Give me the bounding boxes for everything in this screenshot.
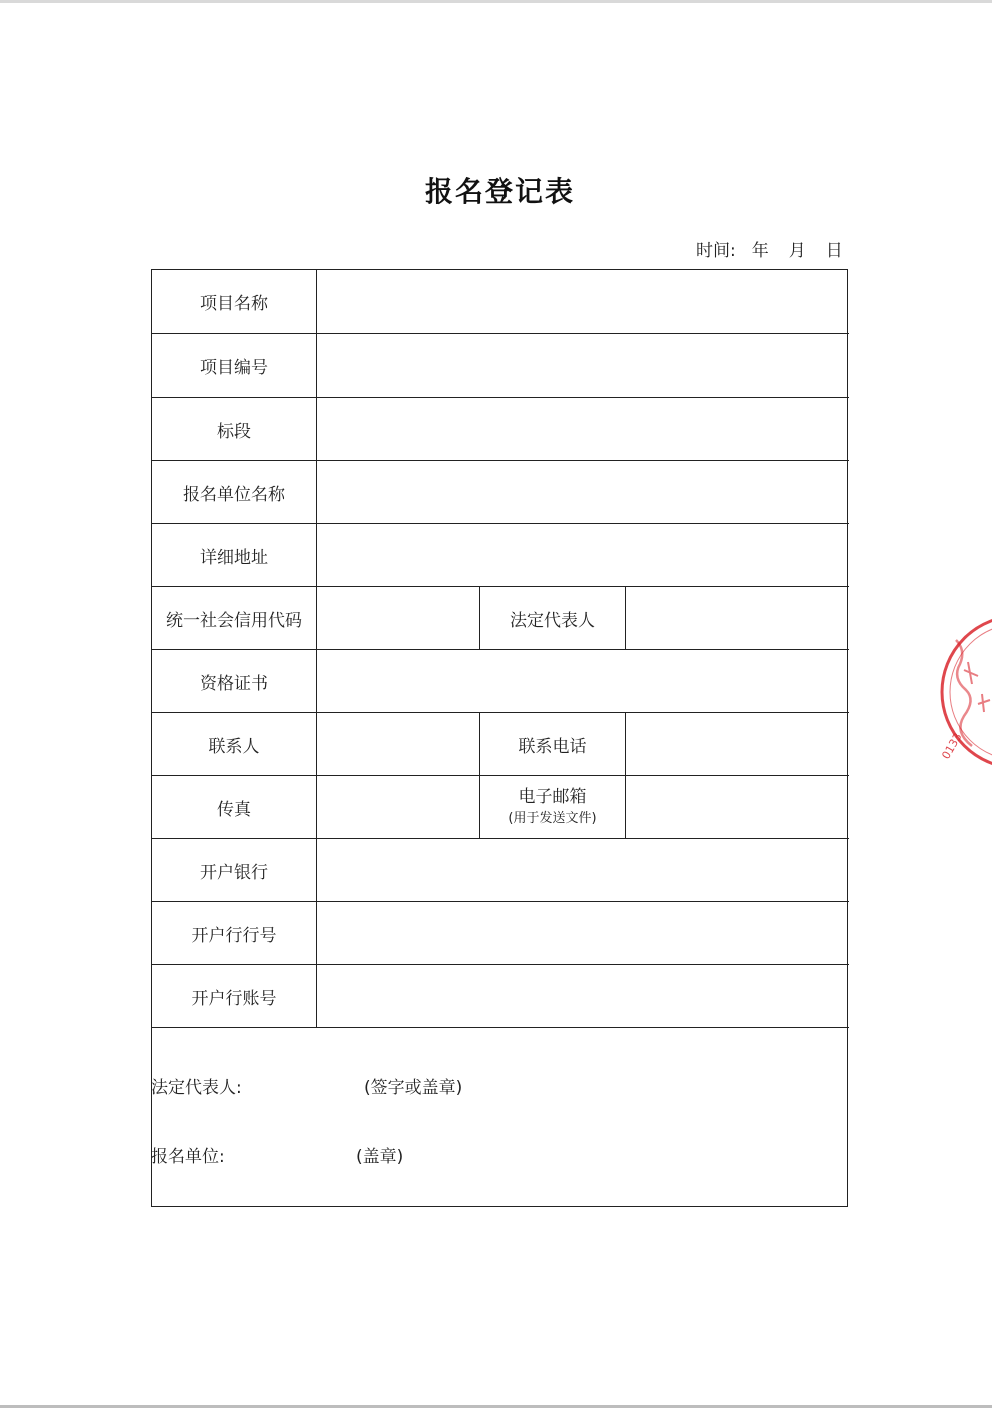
- project-name-label: 项目名称: [200, 294, 268, 314]
- signature-legal-rep-label: 法定代表人:: [151, 1078, 242, 1098]
- seal-graphic: [938, 600, 992, 780]
- address-field[interactable]: [317, 524, 848, 586]
- qualification-label: 资格证书: [200, 673, 268, 694]
- project-name-field[interactable]: [317, 270, 848, 333]
- email-label-cell: [480, 776, 625, 838]
- phone-label: 联系电话: [518, 736, 587, 757]
- date-line: [696, 236, 843, 261]
- date-year: 年: [751, 241, 769, 261]
- qualification-field[interactable]: [317, 650, 848, 712]
- address-label: 详细地址: [200, 547, 268, 568]
- phone-field[interactable]: [626, 713, 848, 775]
- credit-code-label: 统一社会信用代码: [166, 610, 302, 631]
- official-seal: [938, 600, 992, 780]
- scan-top-edge: [0, 0, 992, 3]
- email-note: (用于发送文件): [508, 810, 597, 826]
- registrant-name-field[interactable]: [317, 461, 848, 523]
- section-label: 标段: [217, 421, 251, 442]
- bank-field[interactable]: [317, 839, 848, 901]
- date-month: 月: [788, 241, 806, 261]
- legal-rep-field[interactable]: [626, 587, 848, 649]
- project-number-field[interactable]: [317, 334, 848, 397]
- section-field[interactable]: [317, 398, 848, 460]
- row-divider: [152, 1027, 849, 1028]
- project-number-label: 项目编号: [200, 358, 268, 378]
- bank-code-label: 开户行行号: [191, 925, 277, 946]
- contact-label: 联系人: [208, 736, 260, 757]
- signature-legal-rep-note: (签字或盖章): [364, 1078, 463, 1098]
- registrant-name-label: 报名单位名称: [183, 484, 285, 505]
- email-label: 电子邮箱: [518, 787, 587, 807]
- bank-code-field[interactable]: [317, 902, 848, 964]
- signature-unit-note: (盖章): [356, 1147, 404, 1167]
- account-field[interactable]: [317, 965, 848, 1027]
- contact-field[interactable]: [317, 713, 479, 775]
- credit-code-field[interactable]: [317, 587, 479, 649]
- signature-unit-label: 报名单位:: [151, 1147, 225, 1167]
- registration-form-table: [151, 269, 848, 1207]
- date-label: 时间:: [696, 241, 736, 261]
- scan-bottom-edge: [0, 1405, 992, 1408]
- date-day: 日: [825, 241, 843, 261]
- email-field[interactable]: [626, 776, 848, 838]
- document-title: 报名登记表: [424, 175, 575, 208]
- account-label: 开户行账号: [191, 988, 277, 1009]
- fax-label: 传真: [217, 799, 251, 820]
- fax-field[interactable]: [317, 776, 479, 838]
- seal-number: 0133: [939, 730, 965, 762]
- legal-rep-label: 法定代表人: [510, 610, 595, 631]
- bank-label: 开户银行: [200, 862, 268, 883]
